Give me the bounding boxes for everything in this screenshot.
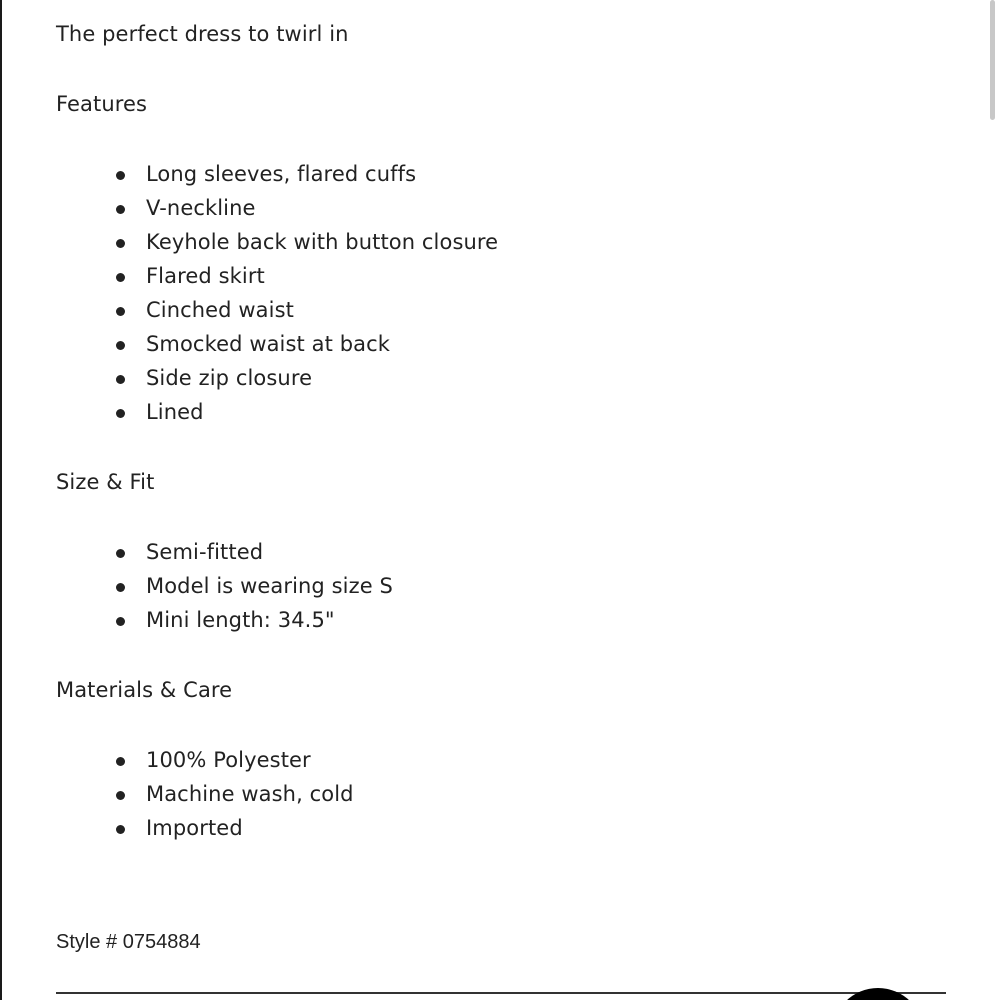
list-item <box>56 814 354 848</box>
list-item <box>56 398 498 432</box>
bullet-icon <box>116 205 125 214</box>
bullet-icon <box>116 239 125 248</box>
list-item <box>56 572 393 606</box>
bullet-icon <box>116 791 125 800</box>
features-list <box>56 160 498 432</box>
list-item-text: Side zip closure <box>146 366 313 390</box>
list-item <box>56 330 498 364</box>
list-item-text: Mini length: 34.5" <box>146 608 335 632</box>
list-item <box>56 160 498 194</box>
list-item <box>56 364 498 398</box>
bullet-icon <box>116 549 125 558</box>
list-item <box>56 538 393 572</box>
size-fit-list <box>56 538 393 640</box>
list-item-text: 100% Polyester <box>146 748 311 772</box>
bullet-icon <box>116 583 125 592</box>
section-divider <box>56 992 946 994</box>
bullet-icon <box>116 375 125 384</box>
list-item-text: Cinched waist <box>146 298 294 322</box>
list-item <box>56 606 393 640</box>
list-item-text: Flared skirt <box>146 264 265 288</box>
features-heading: Features <box>56 92 148 116</box>
tagline: The perfect dress to twirl in <box>56 22 349 46</box>
list-item-text: V-neckline <box>146 196 256 220</box>
bullet-icon <box>116 341 125 350</box>
size-fit-heading: Size & Fit <box>56 470 155 494</box>
bullet-icon <box>116 617 125 626</box>
list-item <box>56 262 498 296</box>
list-item-text: Long sleeves, flared cuffs <box>146 162 417 186</box>
materials-care-heading: Materials & Care <box>56 678 233 702</box>
bullet-icon <box>116 273 125 282</box>
materials-care-list <box>56 746 354 848</box>
list-item <box>56 194 498 228</box>
list-item <box>56 780 354 814</box>
list-item <box>56 746 354 780</box>
list-item-text: Model is wearing size S <box>146 574 393 598</box>
list-item-text: Machine wash, cold <box>146 782 354 806</box>
bullet-icon <box>116 409 125 418</box>
list-item-text: Keyhole back with button closure <box>146 230 499 254</box>
style-number: Style # 0754884 <box>56 931 201 953</box>
scrollbar-thumb[interactable] <box>990 0 995 120</box>
floating-action-button[interactable] <box>832 988 924 1000</box>
list-item <box>56 296 498 330</box>
bullet-icon <box>116 757 125 766</box>
list-item-text: Lined <box>146 400 204 424</box>
list-item-text: Smocked waist at back <box>146 332 391 356</box>
bullet-icon <box>116 171 125 180</box>
list-item-text: Semi-fitted <box>146 540 264 564</box>
list-item-text: Imported <box>146 816 243 840</box>
bullet-icon <box>116 825 125 834</box>
left-edge-border <box>0 0 2 1000</box>
bullet-icon <box>116 307 125 316</box>
list-item <box>56 228 498 262</box>
